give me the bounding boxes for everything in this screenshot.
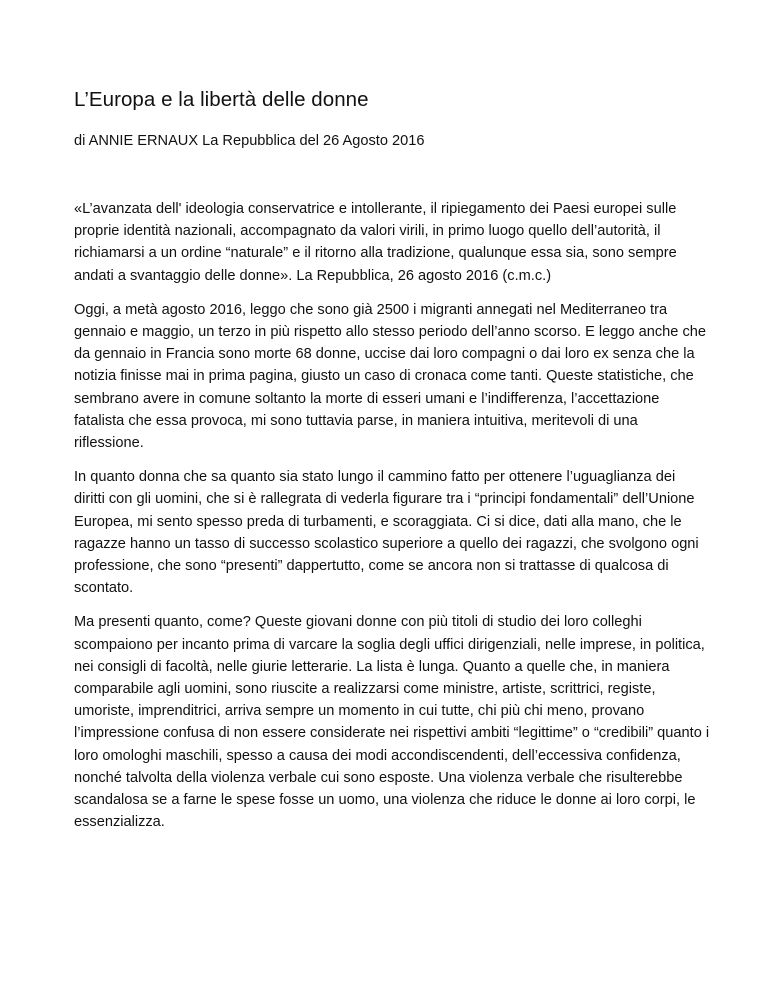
paragraph-1: «L’avanzata dell' ideologia conservatrice e intollerante, il ripiegamento dei Paesi europei sulle proprie identità nazionali, accompagnato da valori virili, in primo luogo quello dell’autorità, il richiamarsi a un ordine “naturale” e il ritorno alla tradizione, qualunque essa sia, sono sempre andati a svantaggio delle donne». La Repubblica, 26 agosto 2016 (c.m.c.) — [74, 201, 677, 284]
paragraph-3: In quanto donna che sa quanto sia stato lungo il cammino fatto per ottenere l’uguaglianza dei diritti con gli uomini, che si è rallegrata di vederla figurare tra i “principi fondamentali” dell’Unione Europea, mi sento spesso preda di turbamenti, e scoraggiata. Ci si dice, dati alla mano, che le ragazze hanno un tasso di successo scolastico superiore a quello dei ragazzi, che svolgono ogni professione, che sono “presenti” dappertutto, come se ancora non si trattasse di qualcosa di scontato. — [74, 469, 699, 597]
paragraph-4: Ma presenti quanto, come? Queste giovani donne con più titoli di studio dei loro colleghi scompaiono per incanto prima di varcare la soglia degli uffici dirigenziali, nelle imprese, in politica, nei consigli di facoltà, nelle giurie letterarie. La lista è lunga. Quanto a quelle che, in maniera comparabile agli uomini, sono riuscite a realizzarsi come ministre, artiste, scrittrici, registe, umoriste, imprenditrici, arriva sempre un momento in cui tutte, chi più chi meno, provano l’impressione confusa di non essere considerate nei rispettivi ambiti “legittime” o “credibili” quanto i loro omologhi maschili, spesso a causa dei modi accondiscendenti, dell’eccessiva confidenza, nonché talvolta della violenza verbale cui sono esposte. Una violenza verbale che risulterebbe scandalosa se a farne le spese fosse un uomo, una violenza che riduce le donne ai loro corpi, le essenzializza. — [74, 614, 710, 831]
article-byline: di ANNIE ERNAUX La Repubblica del 26 Agosto 2016 — [74, 133, 425, 149]
article-title: L’Europa e la libertà delle donne — [74, 88, 369, 111]
paragraph-2: Oggi, a metà agosto 2016, leggo che sono già 2500 i migranti annegati nel Mediterraneo tra gennaio e maggio, un terzo in più rispetto allo stesso periodo dell’anno scorso. E leggo anche che da gennaio in Francia sono morte 68 donne, uccise dai loro compagni o dai loro ex senza che la notizia finisse mai in prima pagina, giusto un caso di cronaca come tanti. Queste statistiche, che sembrano avere in comune soltanto la morte di esseri umani e l’indifferenza, l’accettazione fatalista che essa provoca, mi sono tuttavia parse, in maniera intuitiva, meritevoli di una riflessione. — [74, 301, 706, 452]
document-page — [74, 86, 710, 845]
